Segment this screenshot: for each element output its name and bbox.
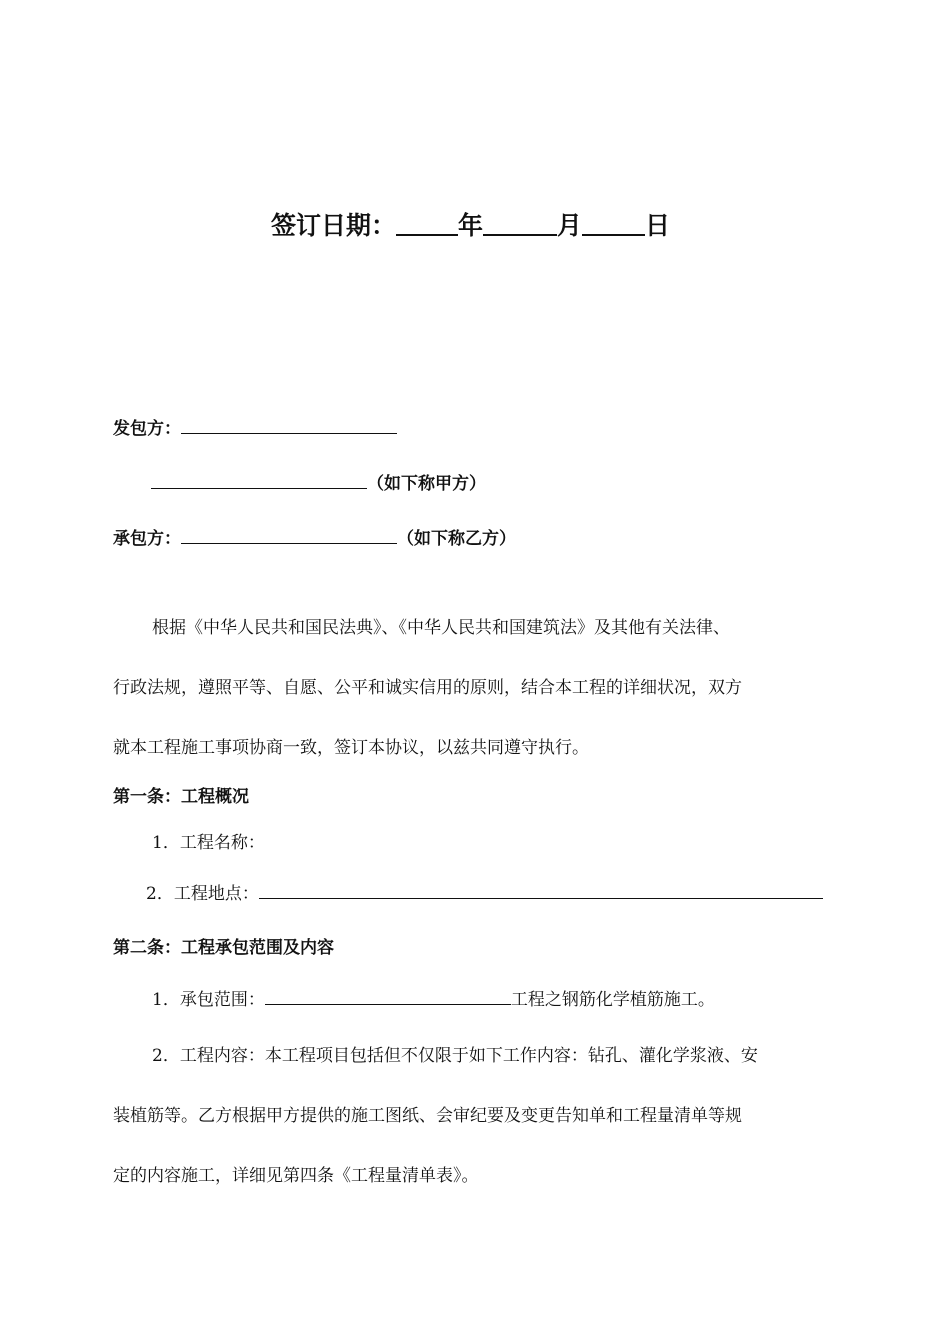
contractor-line [113, 524, 516, 549]
article-2-item-1-label: 1．承包范围： [152, 990, 265, 1010]
month-label: 月 [557, 211, 583, 240]
article-1-item-1: 1．工程名称： [152, 833, 265, 853]
employer-blank [181, 415, 397, 434]
signing-date-line [271, 206, 670, 242]
article-2-item-2-line-1: 2．工程内容：本工程项目包括但不仅限于如下工作内容：钻孔、灌化学浆液、安 [152, 1046, 758, 1066]
employer-name-blank [151, 470, 367, 489]
project-location-blank [259, 880, 823, 899]
article-1-item-2-label: 2．工程地点： [146, 884, 259, 904]
preamble-line-2: 行政法规，遵照平等、自愿、公平和诚实信用的原则，结合本工程的详细状况，双方 [113, 678, 742, 698]
article-2-item-1-suffix: 工程之钢筋化学植筋施工。 [510, 990, 715, 1010]
preamble-line-1: 根据《中华人民共和国民法典》、《中华人民共和国建筑法》及其他有关法律、 [152, 618, 730, 638]
year-blank [396, 210, 458, 236]
article-1-title: 第一条：工程概况 [113, 787, 249, 807]
employer-alias: （如下称甲方） [367, 474, 486, 494]
scope-blank [265, 986, 511, 1005]
employer-label: 发包方： [113, 419, 181, 439]
employer-line [113, 414, 397, 439]
article-2-item-1-line [152, 985, 715, 1010]
month-blank [483, 210, 557, 236]
preamble-line-3: 就本工程施工事项协商一致，签订本协议，以兹共同遵守执行。 [113, 738, 589, 758]
article-2-title: 第二条：工程承包范围及内容 [113, 938, 334, 958]
employer-alias-line [151, 469, 486, 494]
article-2-item-2-line-2: 装植筋等。乙方根据甲方提供的施工图纸、会审纪要及变更告知单和工程量清单等规 [113, 1106, 742, 1126]
article-1-item-2-line [146, 879, 823, 904]
day-label: 日 [645, 211, 671, 240]
article-2-item-2-line-3: 定的内容施工，详细见第四条《工程量清单表》。 [113, 1166, 479, 1186]
year-label: 年 [458, 211, 484, 240]
day-blank [582, 210, 645, 236]
signing-date-label: 签订日期： [271, 211, 397, 240]
contractor-alias: （如下称乙方） [397, 529, 516, 549]
contractor-blank [181, 525, 397, 544]
contractor-label: 承包方： [113, 529, 181, 549]
